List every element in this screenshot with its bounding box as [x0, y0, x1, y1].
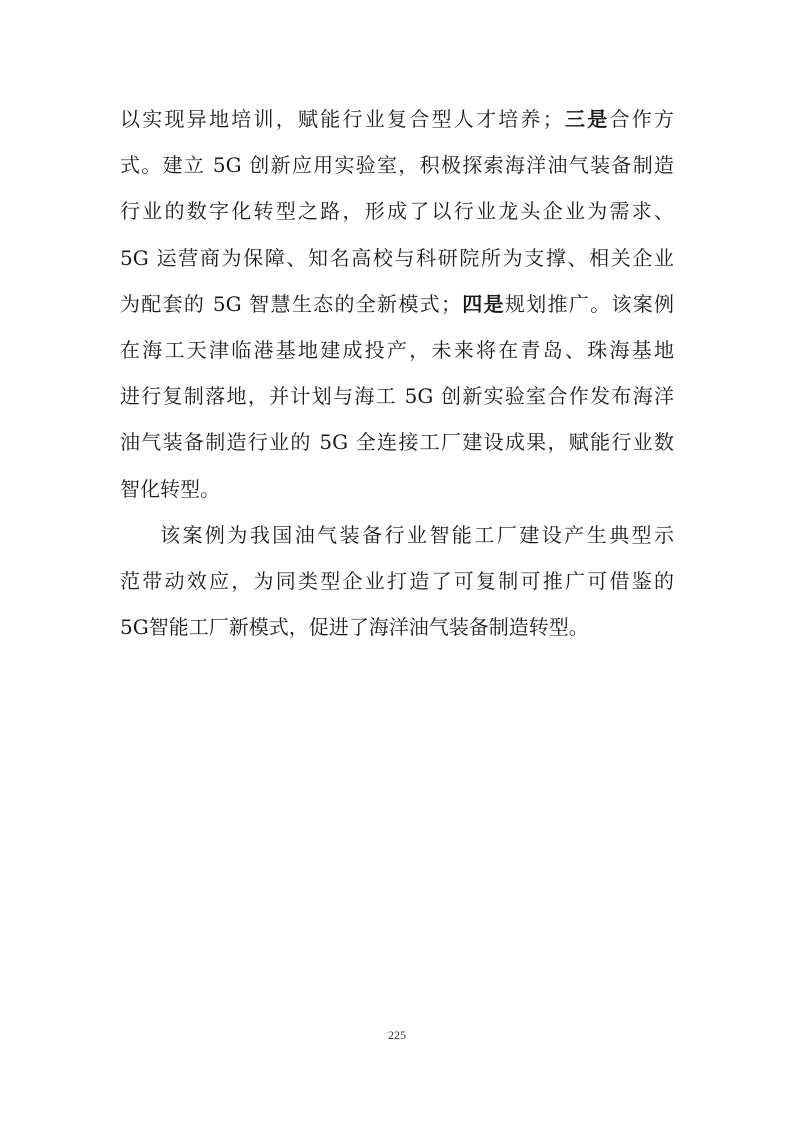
- paragraph-1: [120, 96, 674, 512]
- text-line: 进行复制落地，并计划与海工 5G 创新实验室合作发布海洋: [120, 384, 674, 409]
- text-line: [120, 281, 674, 327]
- paragraph-2: [120, 512, 674, 651]
- text-line: 范带动效应，为同类型企业打造了可复制可推广可借鉴的: [120, 568, 674, 593]
- text-line: 智化转型。: [120, 476, 220, 501]
- text-run: 以实现异地培训，赋能行业复合型人才培养；: [120, 107, 563, 131]
- text-line: 该案例为我国油气装备行业智能工厂建设产生典型示: [160, 522, 674, 547]
- text-line: 油气装备制造行业的 5G 全连接工厂建设成果，赋能行业数: [120, 430, 674, 455]
- document-body: [120, 96, 674, 650]
- text-line: 行业的数字化转型之路，形成了以行业龙头企业为需求、: [120, 199, 674, 224]
- text-line: 5G 运营商为保障、知名高校与科研院所为支撑、相关企业: [120, 245, 674, 270]
- emphasis-san-shi: 三是: [562, 107, 610, 131]
- text-run: 为配套的 5G 智慧生态的全新模式；: [120, 291, 461, 316]
- text-line: [120, 96, 674, 142]
- text-line: 5G智能工厂新模式，促进了海洋油气装备制造转型。: [120, 615, 589, 640]
- text-run: 合作方: [609, 107, 674, 131]
- text-line: 式。建立 5G 创新应用实验室，积极探索海洋油气装备制造: [120, 153, 674, 178]
- emphasis-si-shi: 四是: [460, 291, 505, 316]
- text-line: 在海工天津临港基地建成投产，未来将在青岛、珠海基地: [120, 337, 674, 362]
- page-number: 225: [388, 1028, 406, 1042]
- text-run: 规划推广。该案例: [504, 291, 675, 316]
